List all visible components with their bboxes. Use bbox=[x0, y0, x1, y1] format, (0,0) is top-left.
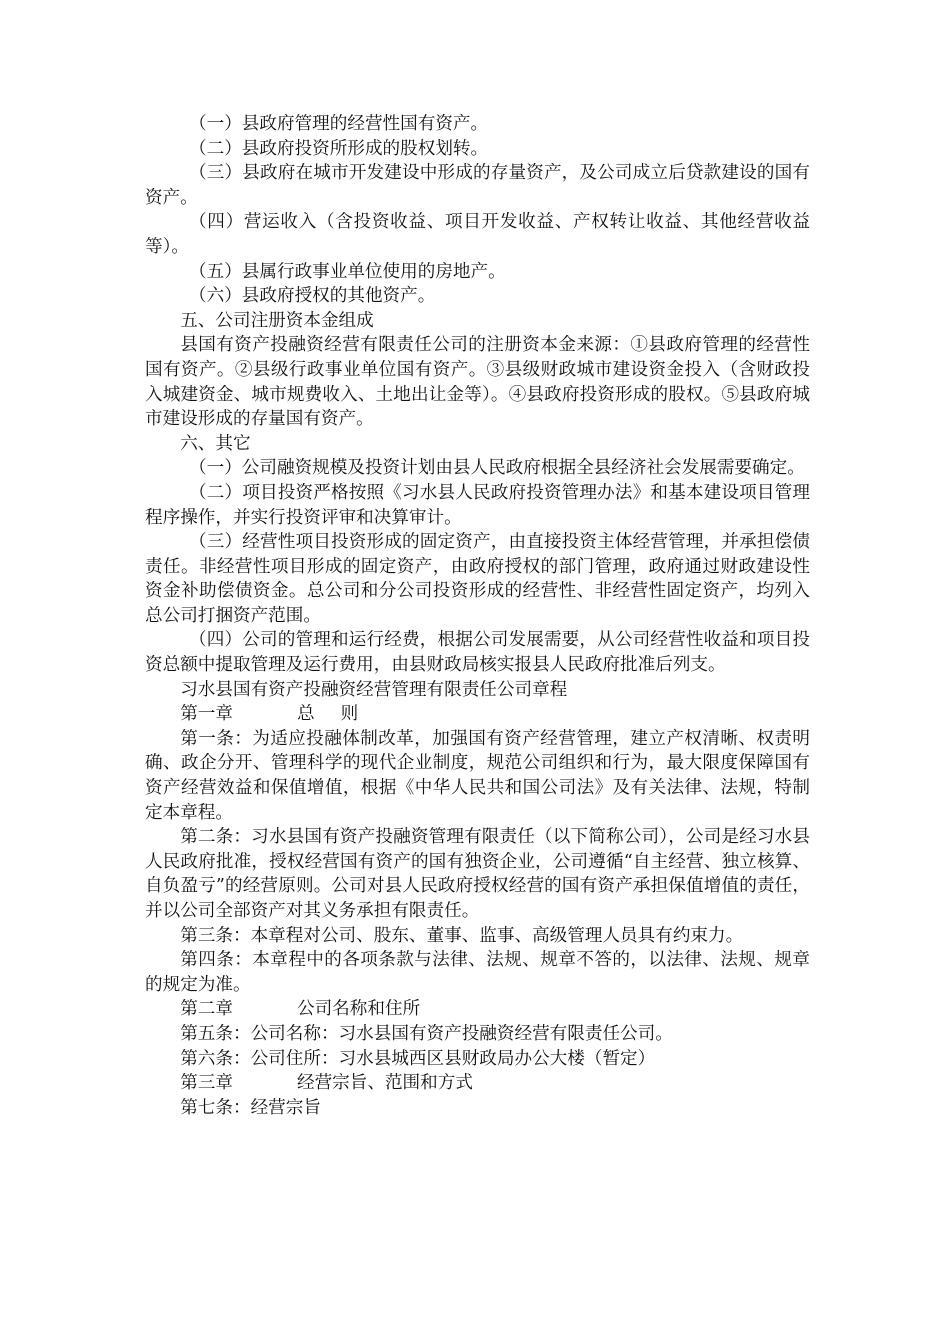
chapter-heading bbox=[145, 1071, 810, 1096]
chapter-title: 则 bbox=[340, 704, 359, 725]
article: 第五条：公司名称：习水县国有资产投融资经营有限责任公司。 bbox=[180, 1023, 673, 1044]
section-heading: 六、其它 bbox=[180, 433, 251, 454]
list-item: （五）县属行政事业单位使用的房地产。 bbox=[189, 261, 506, 282]
list-item: （一）县政府管理的经营性国有资产。 bbox=[189, 114, 489, 134]
list-item: （四）公司的管理和运行经费，根据公司发展需要，从公司经营性收益和项目投资总额中提取管理及运行费用，由县财政局核实报县人民政府批准后列支。 bbox=[145, 630, 810, 676]
article: 第三条：本章程对公司、股东、董事、监事、高级管理人员具有约束力。 bbox=[180, 925, 744, 946]
chapter-label: 第一章 bbox=[180, 704, 233, 725]
section-heading: 五、公司注册资本金组成 bbox=[180, 310, 374, 331]
chapter-label: 第三章 bbox=[180, 1073, 233, 1094]
chapter-heading bbox=[145, 702, 810, 727]
article: 第四条：本章程中的各项条款与法律、法规、规章不答的，以法律、法规、规章的规定为准。 bbox=[145, 950, 810, 995]
chapter-title: 公司名称和住所 bbox=[296, 999, 421, 1020]
document-title: 习水县国有资产投融资经营管理有限责任公司章程 bbox=[180, 679, 568, 700]
list-item: （四）营运收入（含投资收益、项目开发收益、产权转让收益、其他经营收益等）。 bbox=[145, 212, 810, 257]
list-item: （三）县政府在城市开发建设中形成的存量资产，及公司成立后贷款建设的国有资产。 bbox=[145, 163, 810, 208]
chapter-label: 第二章 bbox=[180, 999, 233, 1020]
list-item: （三）经营性项目投资形成的固定资产，由直接投资主体经营管理，并承担偿债责任。非经营性项目形成的固定资产，由政府授权的部门管理，政府通过财政建设性资金补助偿债资金。总公司和分公司投资形成的经营性、非经营性固定资产，均列入总公司打捆资产范围。 bbox=[145, 532, 810, 626]
chapter-title: 总 bbox=[296, 704, 315, 725]
article: 第一条：为适应投融体制改革，加强国有资产经营管理，建立产权清晰、权责明确、政企分开、管理科学的现代企业制度，规范公司组织和行为，最大限度保障国有资产经营效益和保值增值，根据《中华人民共和国公司法》及有关法律、法规，特制定本章程。 bbox=[145, 728, 810, 823]
article: 第六条：公司住所：习水县城西区县财政局办公大楼（暂定） bbox=[180, 1048, 656, 1069]
list-item: （六）县政府授权的其他资产。 bbox=[189, 286, 436, 307]
list-item: （一）公司融资规模及投资计划由县人民政府根据全县经济社会发展需要确定。 bbox=[189, 458, 805, 479]
chapter-title: 经营宗旨、范围和方式 bbox=[296, 1073, 473, 1094]
chapter-heading bbox=[145, 997, 810, 1022]
paragraph: 县国有资产投融资经营有限责任公司的注册资本金来源：①县政府管理的经营性国有资产。②县级行政事业单位国有资产。③县级财政城市建设资金投入（含财政投入城建资金、城市规费收入、土地出让金等）。④县政府投资形成的股权。⑤县政府城市建设形成的存量国有资产。 bbox=[145, 335, 810, 430]
list-item: （二）县政府投资所形成的股权划转。 bbox=[189, 138, 489, 159]
article: 第二条：习水县国有资产投融资管理有限责任（以下简称公司），公司是经习水县人民政府批准，授权经营国有资产的国有独资企业，公司遵循“自主经营、独立核算、自负盈亏”的经营原则。公司对县人民政府授权经营的国有资产承担保值增值的责任，并以公司全部资产对其义务承担有限责任。 bbox=[145, 827, 810, 921]
document-body bbox=[145, 112, 810, 1120]
article: 第七条：经营宗旨 bbox=[180, 1097, 321, 1118]
list-item: （二）项目投资严格按照《习水县人民政府投资管理办法》和基本建设项目管理程序操作，并实行投资评审和决算审计。 bbox=[145, 482, 810, 528]
